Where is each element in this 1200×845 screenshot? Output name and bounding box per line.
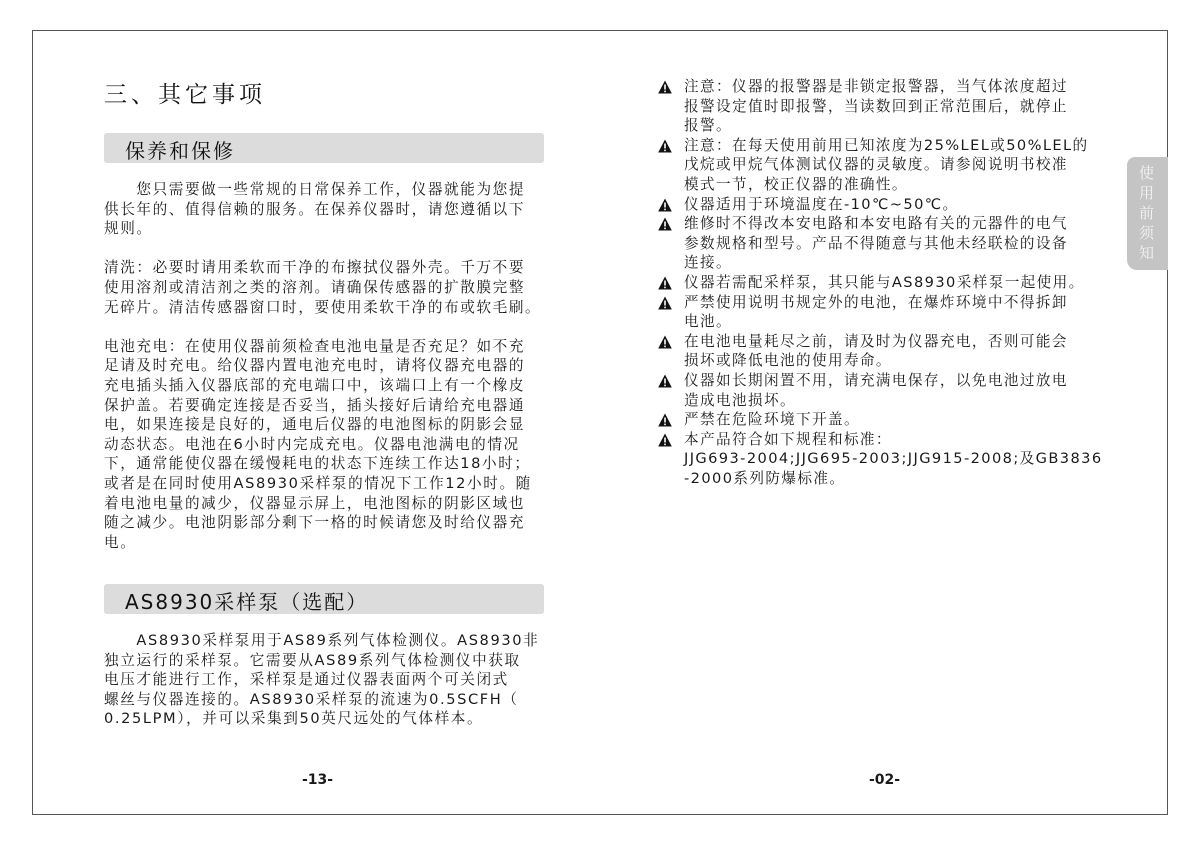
- text-line: 注意：在每天使用前用已知浓度为25%LEL或50%LEL的: [684, 136, 1089, 154]
- text-line: 无碎片。清洁传感器窗口时，要使用柔软干净的布或软毛刷。: [104, 298, 542, 316]
- text-line: 清洗：必要时请用柔软而干净的布擦拭仪器外壳。千万不要: [104, 259, 526, 277]
- section-heading-maintenance: [104, 133, 544, 163]
- text-line: 仪器若需配采样泵，其只能与AS8930采样泵一起使用。: [684, 273, 1085, 291]
- warning-item: [658, 195, 1103, 215]
- warning-item: [658, 410, 1103, 430]
- text-line: 戊烷或甲烷气体测试仪器的灵敏度。请参阅说明书校准: [684, 156, 1068, 174]
- warning-item: [658, 293, 1103, 332]
- paragraph: [104, 258, 541, 317]
- warning-triangle-icon: [658, 413, 672, 427]
- text-line: 报警设定值时即报警，当读数回到正常范围后，就停止: [684, 97, 1068, 115]
- text-line: AS8930采样泵用于AS89系列气体检测仪。AS8930非: [104, 632, 540, 649]
- section-heading-text: AS8930采样泵（选配）: [125, 590, 369, 614]
- maintenance-body: [104, 180, 541, 552]
- warning-item: [658, 273, 1103, 293]
- text-line: 动态状态。电池在6小时内完成充电。仪器电池满电的情况: [104, 435, 520, 453]
- paragraph-gap: [104, 239, 541, 259]
- text-line: 连接。: [684, 254, 732, 272]
- warning-triangle-icon: [658, 433, 672, 447]
- paragraph-gap: [104, 317, 541, 337]
- warning-item: [658, 77, 1103, 136]
- section-heading-pump: [104, 584, 544, 614]
- text-line: 或者是在同时使用AS8930采样泵的情况下工作12小时。随: [104, 474, 532, 492]
- text-line: -2000系列防爆标准。: [684, 469, 846, 487]
- text-line: 电压才能进行工作，采样泵是通过仪器表面两个可关闭式: [104, 671, 509, 689]
- warning-item: [658, 214, 1103, 273]
- text-line: 螺丝与仪器连接的。AS8930采样泵的流速为0.5SCFH（: [104, 690, 519, 708]
- text-line: 维修时不得改本安电路和本安电路有关的元器件的电气: [684, 215, 1068, 233]
- text-line: 注意：仪器的报警器是非锁定报警器，当气体浓度超过: [684, 78, 1068, 95]
- text-line: 电。: [104, 533, 137, 551]
- paragraph: [104, 337, 541, 553]
- text-line: 严禁在危险环境下开盖。: [684, 411, 860, 429]
- text-line: 仪器适用于环境温度在-10℃~50℃。: [684, 195, 959, 213]
- text-line: 供长年的、值得信赖的服务。在保养仪器时，请您遵循以下: [104, 200, 526, 218]
- warning-triangle-icon: [658, 276, 672, 290]
- warning-triangle-icon: [658, 80, 672, 94]
- warning-item: [658, 371, 1103, 410]
- page-number-right: -02-: [869, 772, 901, 788]
- text-line: 足请及时充电。给仪器内置电池充电时，请将仪器充电器的: [104, 357, 526, 375]
- warning-triangle-icon: [658, 139, 672, 153]
- warning-triangle-icon: [658, 198, 672, 212]
- text-line: 规则。: [104, 220, 153, 238]
- paragraph: [104, 180, 541, 239]
- text-line: 严禁使用说明书规定外的电池，在爆炸环境中不得拆卸: [684, 293, 1068, 311]
- text-line: JJG693-2004;JJG695-2003;JJG915-2008;及GB3836: [684, 450, 1103, 468]
- warning-item: [658, 332, 1103, 371]
- warning-list: [658, 77, 1103, 488]
- text-line: 报警。: [684, 117, 732, 135]
- text-line: 损坏或降低电池的使用寿命。: [684, 352, 892, 370]
- warning-triangle-icon: [658, 335, 672, 349]
- page-number-left: -13-: [302, 772, 334, 788]
- text-line: 0.25LPM），并可以采集到50英尺远处的气体样本。: [104, 710, 484, 728]
- side-tab-label: 使用前须知: [1139, 164, 1155, 262]
- text-line: 保护盖。若要确定连接是否妥当，插头接好后请给充电器通: [104, 396, 526, 414]
- pump-body: [104, 631, 539, 729]
- warning-triangle-icon: [658, 374, 672, 388]
- text-line: 模式一节，校正仪器的准确性。: [684, 175, 908, 193]
- text-line: 仪器如长期闲置不用，请充满电保存，以免电池过放电: [684, 371, 1068, 389]
- side-tab[interactable]: [1127, 157, 1168, 270]
- section-heading-text: 保养和保修: [125, 139, 235, 163]
- text-line: 随之减少。电池阴影部分剩下一格的时候请您及时给仪器充: [104, 514, 526, 532]
- text-line: 电，如果连接是良好的，通电后仪器的电池图标的阴影会显: [104, 416, 526, 434]
- text-line: 独立运行的采样泵。它需要从AS89系列气体检测仪中获取: [104, 651, 521, 669]
- text-line: 本产品符合如下规程和标准：: [684, 430, 892, 448]
- text-line: 造成电池损坏。: [684, 391, 796, 409]
- text-line: 参数规格和型号。产品不得随意与其他未经联检的设备: [684, 234, 1068, 252]
- text-line: 电池充电：在使用仪器前须检查电池电量是否充足？如不充: [104, 337, 526, 355]
- text-line: 着电池电量的减少，仪器显示屏上，电池图标的阴影区域也: [104, 494, 526, 512]
- text-line: 使用溶剂或清洁剂之类的溶剂。请确保传感器的扩散膜完整: [104, 278, 526, 296]
- warning-triangle-icon: [658, 217, 672, 231]
- text-line: 您只需要做一些常规的日常保养工作，仪器就能为您提: [104, 181, 526, 198]
- text-line: 电池。: [684, 313, 732, 331]
- warning-item: [658, 136, 1103, 195]
- text-line: 充电插头插入仪器底部的充电端口中，该端口上有一个橡皮: [104, 376, 526, 394]
- warning-item: [658, 430, 1103, 489]
- chapter-title: 三、其它事项: [104, 82, 266, 108]
- text-line: 下，通常能使仪器在缓慢耗电的状态下连续工作达18小时；: [104, 455, 531, 473]
- warning-triangle-icon: [658, 296, 672, 310]
- text-line: 在电池电量耗尽之前，请及时为仪器充电，否则可能会: [684, 332, 1068, 350]
